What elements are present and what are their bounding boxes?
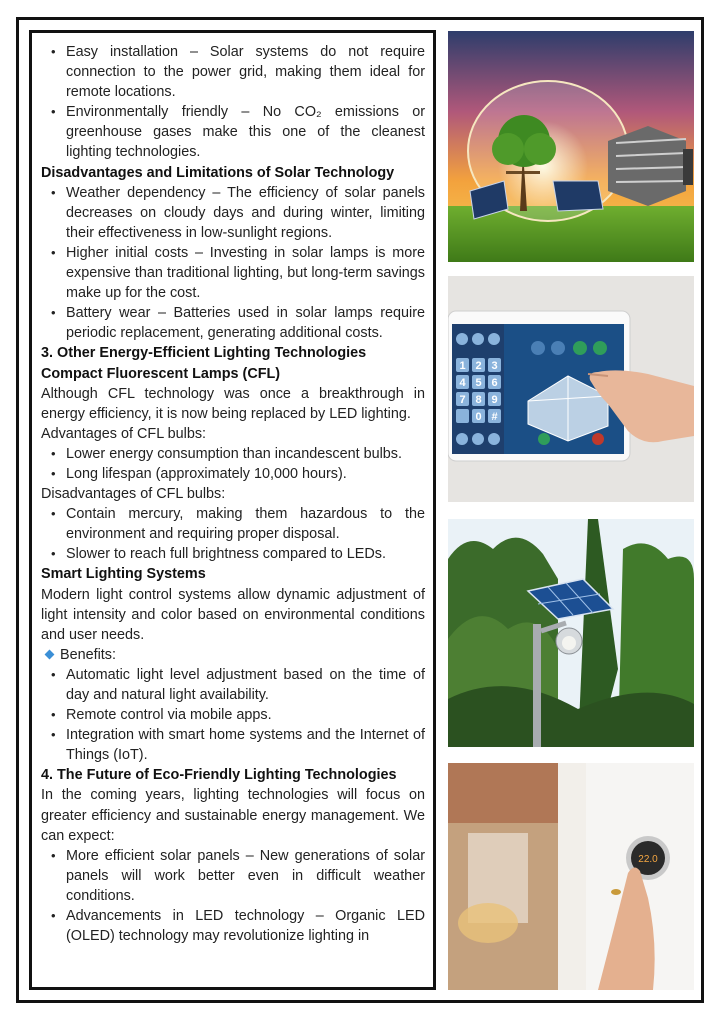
- list-item: • Lower energy consumption than incandescent bulbs.: [66, 444, 425, 464]
- cfl-disadvantages-label: Disadvantages of CFL bulbs:: [41, 486, 226, 503]
- cfl-advantages-label: Advantages of CFL bulbs:: [41, 425, 207, 442]
- disadvantages-heading: Disadvantages and Limitations of Solar Technology: [41, 164, 395, 181]
- list-item: • Environmentally friendly – No CO₂ emissions or greenhouse gases make this one of the cleanest lighting technologies.: [66, 102, 425, 162]
- keypad-key: 5: [475, 377, 482, 389]
- diamond-bullet-icon: [45, 649, 55, 659]
- list-item: • Easy installation – Solar systems do not require connection to the power grid, making them ideal for remote locations.: [66, 42, 425, 102]
- keypad-key: 9: [491, 394, 498, 406]
- cfl-intro-paragraph: Although CFL technology was once a breakthrough in energy efficiency, it is now being replaced by LED lighting.: [41, 385, 425, 422]
- keypad-key: 2: [475, 360, 482, 372]
- solar-street-lamp-image: [448, 519, 694, 747]
- section-3-heading: 3. Other Energy-Efficient Lighting Technologies: [41, 345, 367, 362]
- keypad-key: 6: [491, 377, 498, 389]
- cfl-heading-text: Compact Fluorescent Lamps (: [41, 365, 248, 382]
- keypad-key: 8: [475, 394, 482, 406]
- future-paragraph: In the coming years, lighting technologies will focus on greater efficiency and sustainable energy management. We can expect:: [41, 787, 425, 844]
- benefits-row: [41, 645, 425, 665]
- cfl-heading: [41, 364, 425, 384]
- smart-lighting-heading: Smart Lighting Systems: [41, 566, 206, 583]
- keypad-key: 0: [475, 411, 482, 423]
- smart-lighting-paragraph: Modern light control systems allow dynamic adjustment of light intensity and color based on environmental conditions and user needs.: [41, 586, 425, 643]
- benefits-label: Benefits:: [60, 646, 116, 663]
- cfl-disadvantages-list: [41, 504, 425, 564]
- smart-thermostat-image: [448, 763, 694, 990]
- text-panel: [29, 30, 436, 990]
- disadvantages-list: [41, 183, 425, 344]
- list-item: • Battery wear – Batteries used in solar lamps require periodic replacement, generating additional costs.: [66, 303, 425, 343]
- keypad-key: 1: [459, 360, 466, 372]
- cfl-advantages-list: [41, 444, 425, 484]
- smart-home-panel-image: [448, 276, 694, 502]
- list-item: • Weather dependency – The efficiency of solar panels decreases on cloudy days and during winter, limiting their effectiveness in low-sunlight regions.: [66, 183, 425, 243]
- keypad-key: 4: [459, 377, 466, 389]
- list-item: • Automatic light level adjustment based on the time of day and natural light availability.: [66, 665, 425, 705]
- list-item: • Integration with smart home systems and the Internet of Things (IoT).: [66, 725, 425, 765]
- cfl-heading-end: ): [275, 365, 281, 382]
- list-item: • Long lifespan (approximately 10,000 hours).: [66, 464, 425, 484]
- keypad-key: #: [491, 411, 498, 423]
- benefits-list: [41, 665, 425, 765]
- list-item: • Slower to reach full brightness compared to LEDs.: [66, 544, 425, 564]
- solar-bulb-image: [448, 31, 694, 262]
- keypad-key: 7: [459, 394, 466, 406]
- intro-bullet-list: [41, 42, 425, 163]
- list-item: • Contain mercury, making them hazardous to the environment and requiring proper disposal.: [66, 504, 425, 544]
- list-item: • More efficient solar panels – New generations of solar panels will work better even in difficult weather conditions.: [66, 846, 425, 906]
- keypad-key: 3: [491, 360, 498, 372]
- list-item: • Remote control via mobile apps.: [66, 705, 425, 725]
- section-4-heading: 4. The Future of Eco-Friendly Lighting Technologies: [41, 767, 397, 784]
- future-list: [41, 846, 425, 946]
- thermostat-reading: 22.0: [638, 854, 658, 865]
- list-item: • Advancements in LED technology – Organic LED (OLED) technology may revolutionize lighting in: [66, 906, 425, 946]
- list-item: • Higher initial costs – Investing in solar lamps is more expensive than traditional lighting, but long-term savings make up for the cost.: [66, 243, 425, 303]
- cfl-heading-abbr: CFL: [247, 365, 276, 382]
